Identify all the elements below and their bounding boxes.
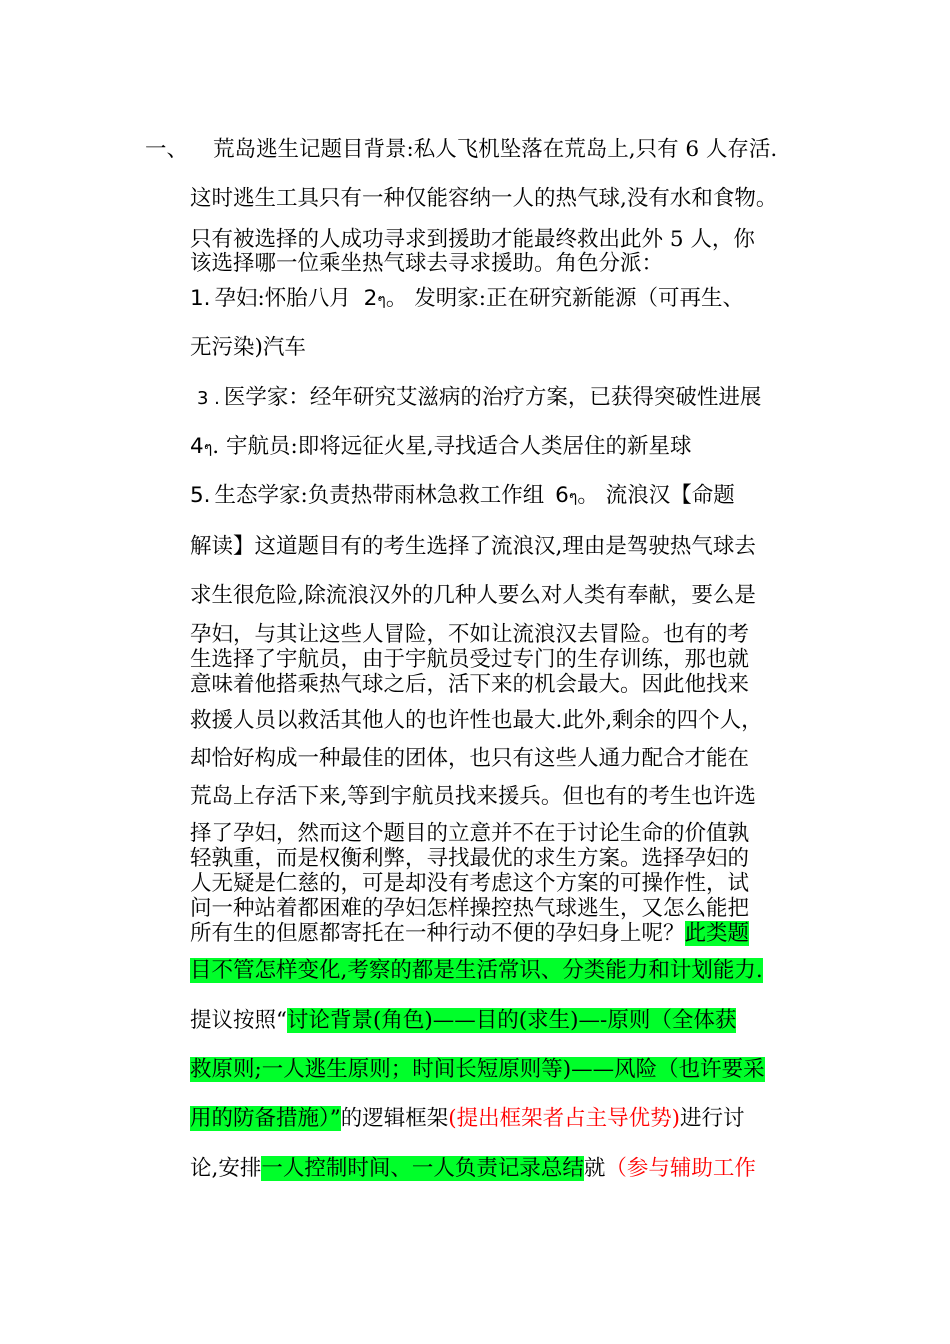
paragraph-line: 解读】这道题目有的考生选择了流浪汉,理由是驾驶热气球去 [190, 534, 756, 559]
role-text: 孕妇:怀胎八月 [214, 286, 351, 311]
paragraph-line: 生选择了宇航员，由于宇航员受过专门的生存训练，那也就 [190, 647, 750, 672]
role-list-line [190, 482, 815, 511]
paragraph-line: 求生很危险,除流浪汉外的几种人要么对人类有奉献，要么是 [190, 583, 756, 608]
paragraph-line: 无污染)汽车 [190, 335, 306, 360]
item-number: 5. [190, 483, 211, 508]
body-text: 就 [583, 1156, 606, 1181]
body-text: 所有生的但愿都寄托在一种行动不便的孕妇身上呢？ [190, 921, 685, 946]
highlighted-text: 一人控制时间、一人负责记录总结 [261, 1156, 584, 1181]
paragraph-line [190, 920, 815, 948]
paragraph-line: 救援人员以救活其他人的也许性也最大.此外,剩余的四个人， [190, 708, 763, 733]
list-glyph: ๆ [203, 438, 213, 457]
paragraph-line: 这时逃生工具只有一种仅能容纳一人的热气球,没有水和食物。 [190, 186, 778, 211]
paragraph-line: 择了孕妇，然而这个题目的立意并不在于讨论生命的价值孰 [190, 821, 750, 846]
paragraph-line [190, 1155, 815, 1183]
paragraph-line: 该选择哪一位乘坐热气球去寻求援助。角色分派： [190, 251, 664, 276]
highlighted-text: 讨论背景(角色)——目的(求生)—-原则（全体获 [287, 1008, 737, 1033]
red-emphasis-text: (提出框架者占主导优势) [448, 1106, 681, 1131]
item-number: 1. [190, 286, 211, 311]
body-text: 论,安排 [190, 1156, 262, 1181]
role-text: 。 流浪汉【命题 [577, 483, 735, 508]
body-text: 进行讨 [680, 1106, 745, 1131]
item-number: 2 [363, 286, 378, 311]
paragraph-line: 问一种站着都困难的孕妇怎样操控热气球逃生，又怎么能把 [190, 896, 750, 921]
list-glyph: ๆ [568, 487, 578, 506]
highlighted-text: 目不管怎样变化,考察的都是生活常识、分类能力和计划能力. [190, 958, 763, 983]
paragraph-line: 意味着他搭乘热气球之后，活下来的机会最大。因此他找来 [190, 672, 750, 697]
paragraph-line [190, 957, 815, 985]
paragraph-line [190, 1105, 815, 1133]
role-list-line [190, 285, 815, 314]
role-text: 生态学家:负责热带雨林急救工作组 [214, 483, 545, 508]
heading-line [145, 136, 825, 164]
highlighted-text: 用的防备措施）” [190, 1106, 341, 1131]
body-text: 的逻辑框架 [340, 1106, 449, 1131]
paragraph-line [190, 1056, 815, 1084]
paragraph-line: 却恰好构成一种最佳的团体，也只有这些人通力配合才能在 [190, 746, 750, 771]
highlighted-text: 救原则;一人逃生原则；时间长短原则等)——风险（也许要采 [190, 1057, 765, 1082]
heading-text: 荒岛逃生记题目背景:私人飞机坠落在荒岛上,只有 6 人存活. [213, 137, 778, 162]
paragraph-line: 只有被选择的人成功寻求到援助才能最终救出此外 5 人，你 [190, 227, 755, 252]
paragraph-line: 轻孰重，而是权衡利弊，寻找最优的求生方案。选择孕妇的 [190, 846, 750, 871]
body-text: 提议按照“ [190, 1008, 287, 1033]
paragraph-line [190, 1007, 815, 1035]
item-number: 3 . [197, 388, 220, 409]
list-glyph: ๆ [377, 290, 386, 309]
item-number: 6 [555, 483, 569, 508]
role-text: 医学家：经年研究艾滋病的治疗方案，已获得突破性进展 [223, 385, 762, 410]
role-list-line [197, 384, 822, 413]
role-list-line [190, 433, 815, 462]
role-text: 。 发明家:正在研究新能源（可再生、 [385, 286, 744, 311]
paragraph-line: 荒岛上存活下来,等到宇航员找来援兵。但也有的考生也许选 [190, 784, 756, 809]
paragraph-line: 人无疑是仁慈的，可是却没有考虑这个方案的可操作性，试 [190, 871, 750, 896]
highlighted-text: 此类题 [684, 921, 750, 946]
item-number: 4 [190, 434, 204, 459]
red-emphasis-text: （参与辅助工作 [605, 1156, 756, 1181]
paragraph-line: 孕妇，与其让这些人冒险，不如让流浪汉去冒险。也有的考 [190, 622, 750, 647]
list-marker: 一、 [145, 137, 189, 162]
role-text: . 宇航员:即将远征火星,寻找适合人类居住的新星球 [212, 434, 692, 459]
